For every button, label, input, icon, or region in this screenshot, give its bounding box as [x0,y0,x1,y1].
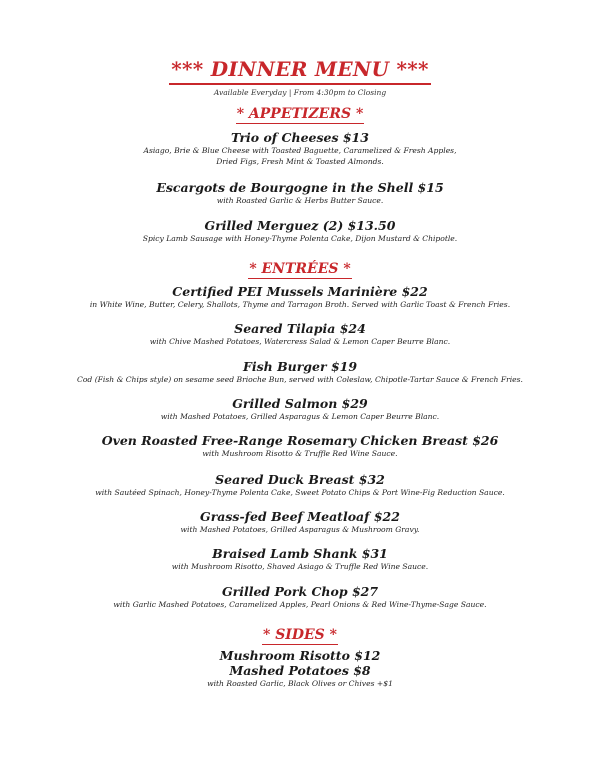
item-description-line2: Dried Figs, Fresh Mint & Toasted Almonds. [216,157,384,166]
menu-item [0,648,600,663]
item-name: Oven Roasted Free-Range Rosemary Chicken Breast $26 [101,433,499,448]
entrees-heading: * ENTRÉES * [249,261,351,277]
section-heading-entrees [0,258,600,279]
item-name: Grass-fed Beef Meatloaf $22 [200,509,400,524]
availability-note: Available Everyday | From 4:30pm to Closing [213,88,387,97]
menu-item [0,472,600,498]
item-description: in White Wine, Butter, Celery, Shallots, Thyme and Tarragon Broth. Served with Garlic Toast & French Fries. [89,300,511,309]
item-description: with Garlic Mashed Potatoes, Caramelized Apples, Pearl Onions & Red Wine-Thyme-Sage Sauce. [113,600,487,609]
item-name: Certified PEI Mussels Marinière $22 [172,284,428,299]
menu-item [0,509,600,535]
item-description: with Mashed Potatoes, Grilled Asparagus & Mushroom Gravy. [180,525,420,534]
menu-item [0,433,600,459]
item-name: Grilled Merguez (2) $13.50 [204,218,396,233]
menu-item [0,546,600,572]
item-name: Grilled Salmon $29 [232,396,368,411]
item-description: with Roasted Garlic, Black Olives or Chives +$1 [207,679,393,688]
item-description: with Mashed Potatoes, Grilled Asparagus & Lemon Caper Beurre Blanc. [160,412,440,421]
menu-title-text: *** DINNER MENU *** [169,57,431,85]
item-name: Seared Duck Breast $32 [215,472,385,487]
menu-item [0,584,600,610]
item-name: Trio of Cheeses $13 [231,130,369,145]
item-description: Cod (Fish & Chips style) on sesame seed Brioche Bun, served with Coleslaw, Chipotle-Tartar Sauce & French Fries. [77,375,523,384]
item-name: Mushroom Risotto $12 [219,648,381,663]
menu-item [0,284,600,310]
item-description: Asiago, Brie & Blue Cheese with Toasted Baguette, Caramelized & Fresh Apples, [143,146,457,155]
item-description: Spicy Lamb Sausage with Honey-Thyme Polenta Cake, Dijon Mustard & Chipotle. [142,234,458,243]
item-description: with Mushroom Risotto & Truffle Red Wine Sauce. [202,449,398,458]
menu-item [0,396,600,422]
item-name: Fish Burger $19 [242,359,358,374]
item-description: with Mushroom Risotto, Shaved Asiago & Truffle Red Wine Sauce. [171,562,429,571]
section-heading-sides [0,624,600,645]
menu-item [0,180,600,206]
item-description: with Roasted Garlic & Herbs Butter Sauce. [216,196,384,205]
menu-item [0,359,600,385]
item-name: Mashed Potatoes $8 [229,663,371,678]
item-description: with Chive Mashed Potatoes, Watercress Salad & Lemon Caper Beurre Blanc. [149,337,451,346]
appetizers-heading: * APPETIZERS * [236,106,364,122]
item-description: with Sautéed Spinach, Honey-Thyme Polenta Cake, Sweet Potato Chips & Port Wine-Fig Reduction Sauce. [95,488,505,497]
item-name: Seared Tilapia $24 [234,321,366,336]
menu-item [0,663,600,689]
menu-item [0,321,600,347]
item-name: Escargots de Bourgogne in the Shell $15 [156,180,444,195]
menu-title [0,57,600,85]
item-name: Grilled Pork Chop $27 [221,584,379,599]
menu-item [0,218,600,244]
menu-item [0,130,600,167]
sides-heading: * SIDES * [263,627,337,643]
item-name: Braised Lamb Shank $31 [212,546,388,561]
section-heading-appetizers [0,103,600,124]
